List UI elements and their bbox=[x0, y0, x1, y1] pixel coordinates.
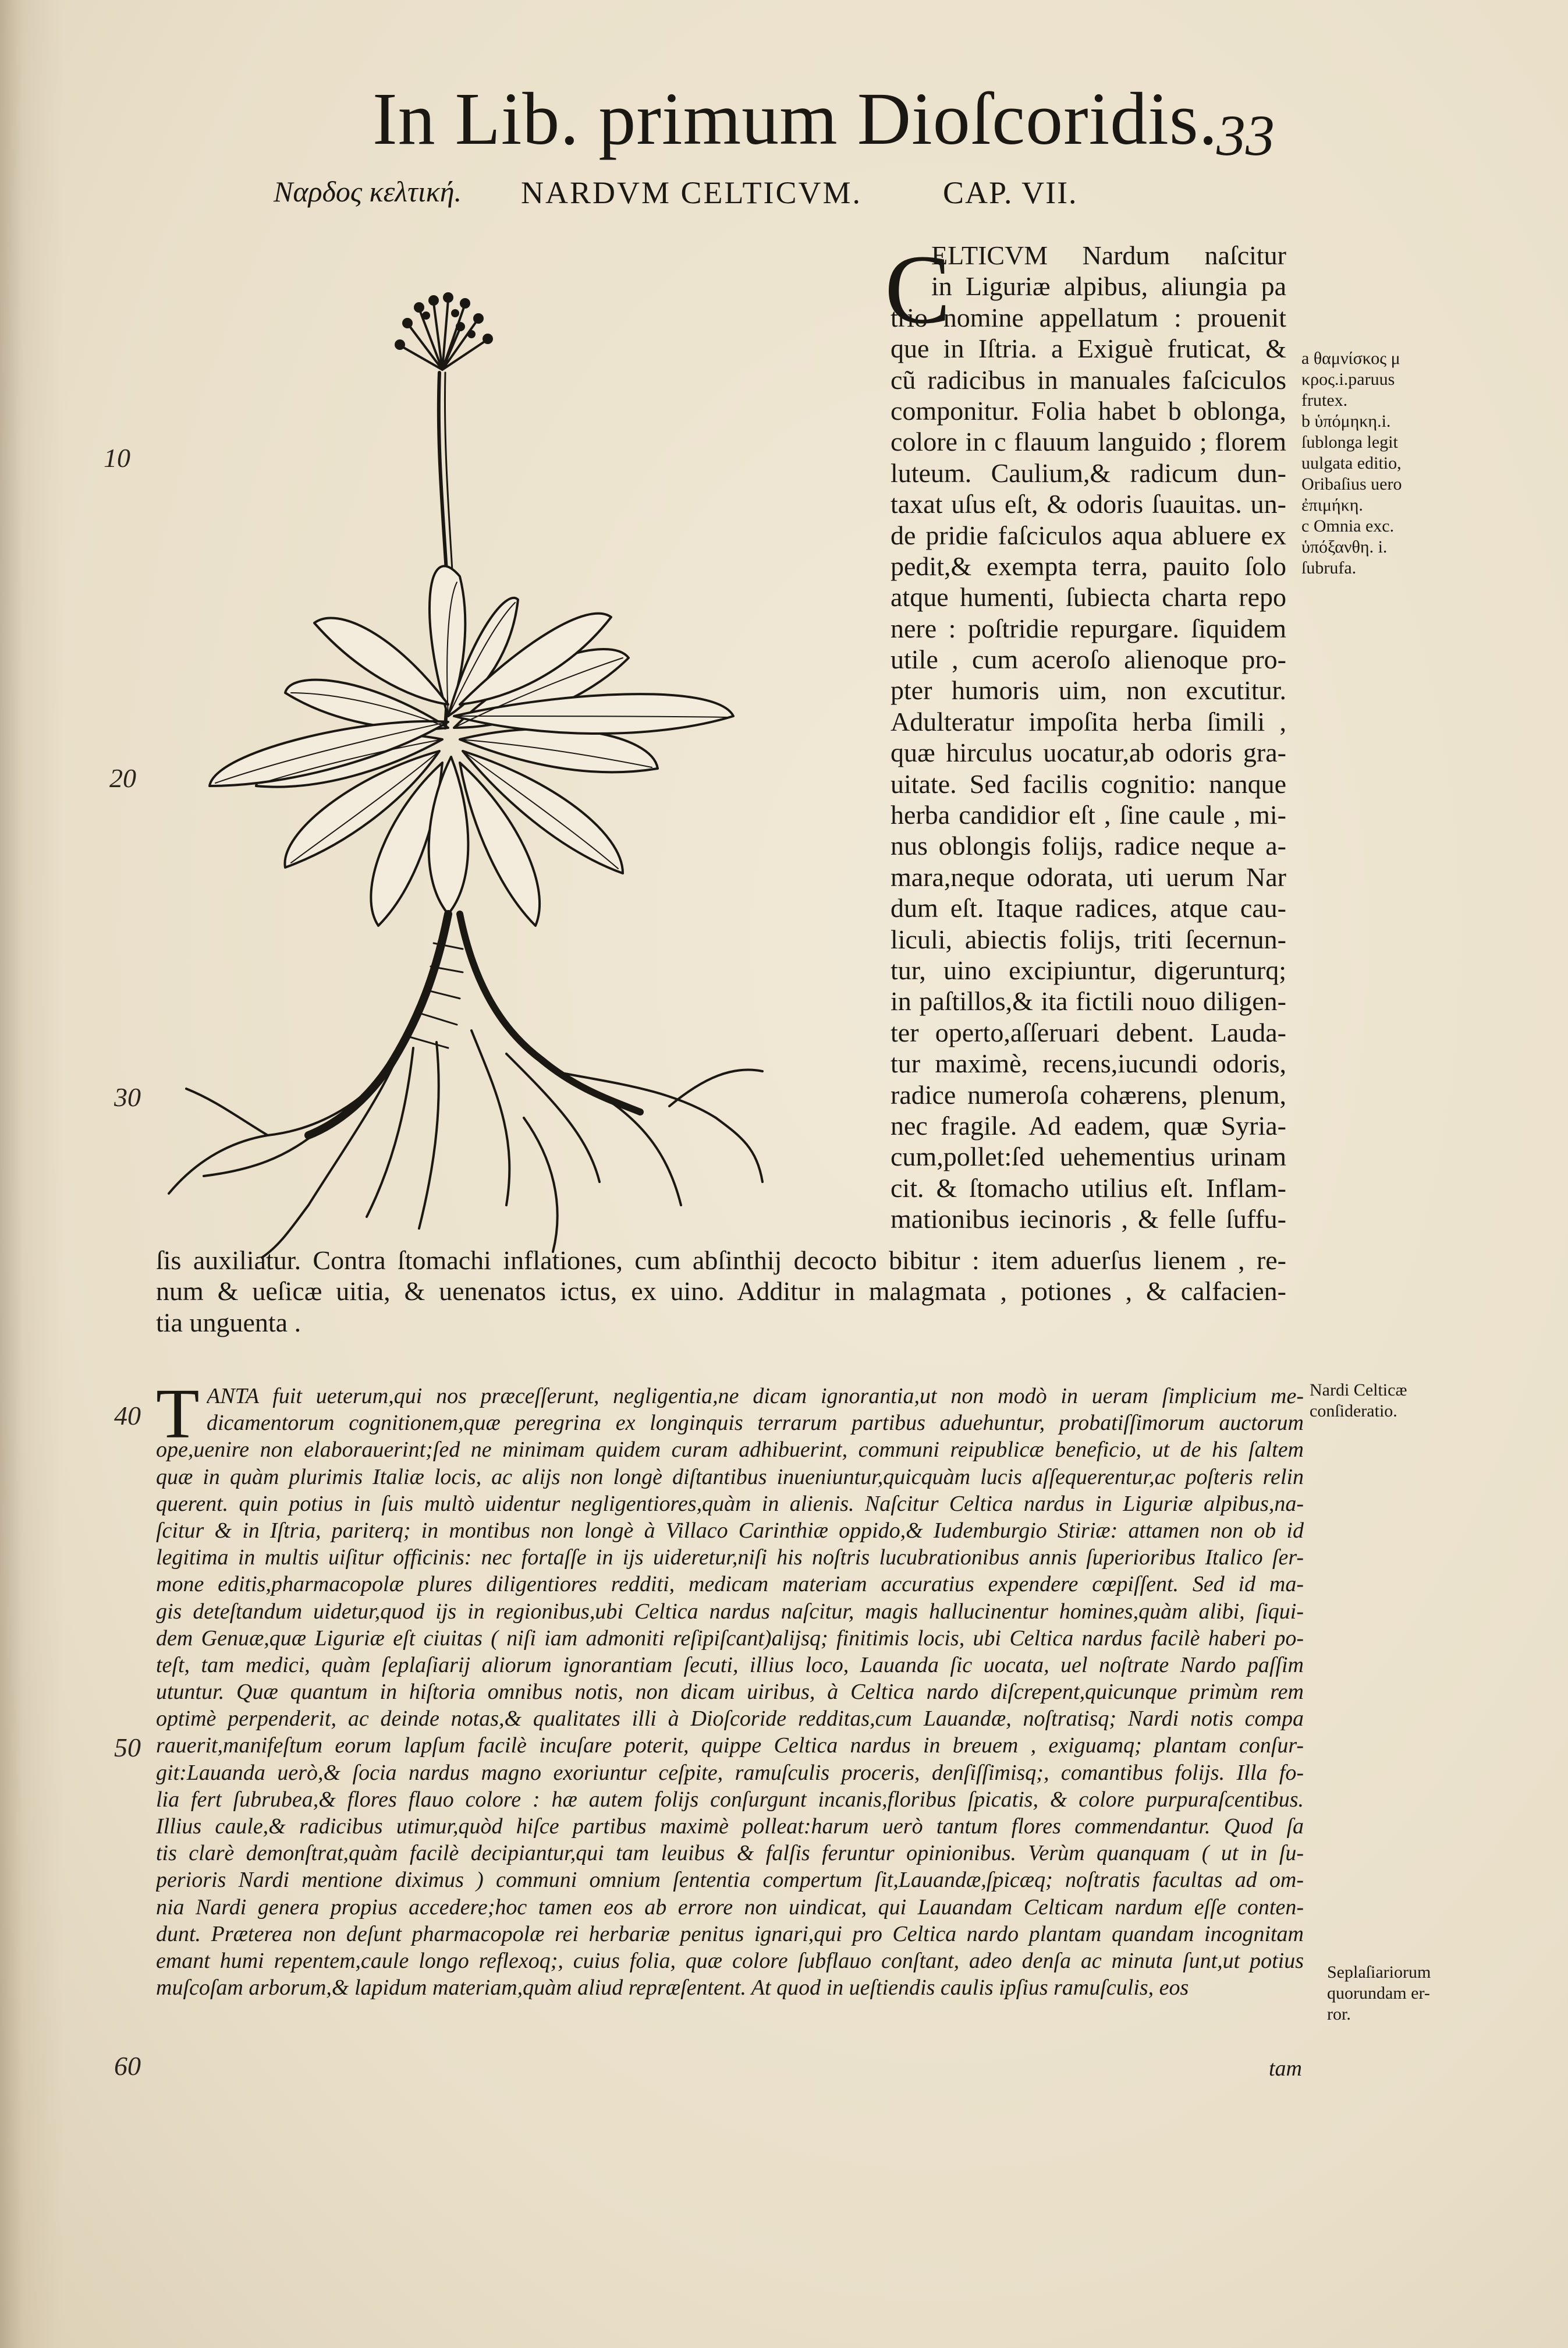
text-line: ſis auxiliatur. Contra ſtomachi inflationes, cum abſinthij decocto bibitur : item aduerſus lienem , re- bbox=[156, 1245, 1286, 1275]
commentary-line: quæ in quàm plurimis Italiæ locis, ac alijs non longè diſtantibus inueniuntur,quicquàm lucis aſſequerentur,ac poſteris relin bbox=[156, 1464, 1304, 1489]
commentary-drop-cap: T bbox=[156, 1375, 200, 1453]
text-line: dum eſt. Itaque radices, atque cau- bbox=[891, 893, 1286, 923]
text-line: componitur. Folia habet b oblonga, bbox=[891, 395, 1286, 426]
margin-note-line: ὑπόξανθη. i. bbox=[1301, 537, 1388, 557]
greek-chapter-title: Ναρδος κελτική. bbox=[274, 175, 462, 208]
marginal-note-seplasiariorum bbox=[1327, 1962, 1431, 2025]
margin-note-line: c Omnia exc. bbox=[1301, 516, 1395, 536]
commentary-line: ANTA fuit ueterum,qui nos præceſſerunt, negligentia,ne dicam ignorantia,ut non modò in ueram ſimplicium me- bbox=[207, 1384, 1304, 1408]
margin-note-line: ἐπιμήκη. bbox=[1301, 495, 1363, 515]
page-number: 33 bbox=[1216, 103, 1275, 168]
text-line: uitate. Sed facilis cognitio: nanque bbox=[891, 768, 1286, 799]
line-number: 40 bbox=[114, 1401, 141, 1430]
commentary-line: dunt. Præterea non deſunt pharmacopolæ rei herbariæ penitus ignari,qui pro Celtica nardo plantam quandam incognitam bbox=[156, 1921, 1304, 1946]
catchword: tam bbox=[1269, 2056, 1302, 2081]
text-line: Adulteratur impoſita herba ſimili , bbox=[891, 706, 1286, 736]
commentary-line: Illius caule,& radicibus utimur,quòd hiſce partibus maximè polleat:harum uerò tantum flores commendantur. Quod ſa bbox=[156, 1814, 1304, 1839]
text-line: taxat uſus eſt, & odoris ſuauitas. un- bbox=[891, 489, 1286, 519]
text-line: cum,pollet:ſed uehementius urinam bbox=[891, 1142, 1286, 1172]
commentary-line: mone editis,pharmacopolæ plures diligentiores redditi, medicam materiam accuratius expendere cœpiſſent. Sed id ma- bbox=[156, 1572, 1304, 1597]
text-line: nus oblongis folijs, radice neque a- bbox=[891, 831, 1286, 861]
commentary-line: legitima in multis uiſitur officinis: nec fortaſſe in ijs uideretur,niſi his noſtris lucubrationibus annis ſuperioribus Italico ſer- bbox=[156, 1545, 1304, 1570]
margin-note-line: κρος.i.paruus bbox=[1301, 370, 1395, 389]
commentary-line: dem Genuæ,quæ Liguriæ eſt ciuitas ( niſi iam admoniti reſipiſcant)alijsq; finitimis locis, ubi Celtica nardus facilè haberi po- bbox=[156, 1625, 1304, 1651]
marginal-notes-upper bbox=[1301, 348, 1402, 579]
commentary-line: git:Lauanda uerò,& ſocia nardus magno exoriuntur ceſpite, ramuſculis proceris, denſiſſimisq;, comantibus folijs. Illa fo- bbox=[156, 1760, 1304, 1785]
commentary-line: gis deteſtandum uidetur,quod ijs in regionibus,ubi Celtica nardus naſcitur, magis hallucinentur homines,quàm alibi, ſiqui- bbox=[156, 1599, 1304, 1624]
text-line: num & ueſicæ uitia, & uenenatos ictus, ex uino. Additur in malagmata , potiones , & calfacien- bbox=[156, 1276, 1286, 1306]
commentary-line: tis clarè demonſtrat,quàm facilè decipiantur,qui tam leuibus & falſis feruntur opinionibus. Verùm quanquam ( ut in ſu- bbox=[156, 1841, 1304, 1866]
text-line: tur, uino excipiuntur, digerunturq; bbox=[891, 955, 1286, 985]
main-text-full-width bbox=[156, 1245, 1286, 1338]
text-line: nere : poſtridie repurgare. ſiquidem bbox=[891, 613, 1286, 643]
text-line: atque humenti, ſubiecta charta repo bbox=[891, 582, 1286, 612]
text-line: pedit,& exempta terra, pauito ſolo bbox=[891, 551, 1286, 581]
text-line: luteum. Caulium,& radicum dun- bbox=[891, 458, 1286, 488]
text-line: tia unguenta . bbox=[156, 1307, 301, 1337]
text-line: nec fragile. Ad eadem, quæ Syria- bbox=[891, 1110, 1286, 1141]
commentary-line: optimè perpenderit, ac deinde notas,& qualitates illi à Dioſcoride redditas,cum Lauandæ, noſtratisq; Nardi notis compa bbox=[156, 1706, 1304, 1731]
text-line: utile , cum aceroſo alienoque pro- bbox=[891, 644, 1286, 675]
margin-note-line: frutex. bbox=[1301, 391, 1348, 410]
margin-note-line: uulgata editio, bbox=[1301, 454, 1402, 473]
commentary-line: utuntur. Quæ quantum in hiſtoria omnibus notis, non dicam uiribus, à Celtica nardo diſcrepent,quicunque primùm rem bbox=[156, 1680, 1304, 1705]
text-line: radice numeroſa cohærens, plenum, bbox=[891, 1079, 1286, 1110]
margin-note-line: Oribaſius uero bbox=[1301, 474, 1402, 494]
text-line: ELTICVM Nardum naſcitur bbox=[931, 240, 1286, 270]
main-text-column-lower bbox=[891, 302, 1286, 1235]
margin-note-line: b ὑπόμηκη.i. bbox=[1301, 412, 1391, 431]
running-title: In Lib. primum Dioſcoridis. bbox=[373, 77, 1218, 160]
margin-note-line: Nardi Celticæ bbox=[1310, 1380, 1407, 1400]
commentary-line: lia fert ſubrubea,& flores flauo colore : hæ autem folijs conſurgunt incanis,floribus ſpicatis, & colore purpuraſcentibus. bbox=[156, 1787, 1304, 1812]
line-number: 20 bbox=[109, 763, 136, 793]
margin-note-line: ſubrufa. bbox=[1301, 558, 1357, 578]
text-line: de pridie faſciculos aqua abluere ex bbox=[891, 520, 1286, 550]
commentary-line: nia Nardi genera propius accedere;hoc tamen eos ab errore non uindicat, qui Lauandam Celticam nardum eſſe conten- bbox=[156, 1894, 1304, 1920]
main-text-column bbox=[931, 240, 1286, 302]
commentary-line: teſt, tam medici, quàm ſeplaſiarij aliorum ignorantiam ſecuti, illius loco, Lauanda ſic uocata, uel noſtrate Nardo paſſim bbox=[156, 1652, 1304, 1677]
chapter-title: NARDVM CELTICVM. bbox=[521, 175, 863, 210]
text-line: in Liguriæ alpibus, aliungia pa bbox=[931, 271, 1286, 302]
line-number: 30 bbox=[114, 1082, 141, 1112]
commentary-line: emant humi repentem,caule longo reflexoq;, cuius folia, quæ colore ſubflauo conſtant, adeo denſa ac minuta ſunt,ut potius bbox=[156, 1948, 1304, 1973]
line-number: 50 bbox=[114, 1733, 141, 1762]
commentary-line: ope,uenire non elaborauerint;ſed ne minimam quidem curam adhibuerint, communi reipublicæ beneficio, ut de his ſaltem bbox=[156, 1437, 1304, 1462]
margin-note-line: conſideratio. bbox=[1310, 1401, 1397, 1421]
text-line: herba candidior eſt , ſine caule , mi- bbox=[891, 800, 1286, 830]
margin-note-line: Seplaſiariorum bbox=[1327, 1963, 1431, 1982]
commentary-line: ſcitur & in Iſtria, pariterq; in montibus non longè à Villaco Carinthiæ oppido,& Iudemburgio Stiriæ: attamen non ob id bbox=[156, 1518, 1304, 1543]
commentary-line: rauerit,manifeſtum eorum lapſum facilè incuſare poterit, quippe Celtica nardus in breuem , exiguamq; plantam conſur- bbox=[156, 1733, 1304, 1758]
text-line: ter operto,aſſeruari debent. Lauda- bbox=[891, 1017, 1286, 1047]
line-number: 10 bbox=[104, 443, 130, 473]
margin-note-line: ſublonga legit bbox=[1301, 433, 1398, 452]
commentary-block-top bbox=[207, 1383, 1304, 1436]
commentary-block bbox=[156, 1436, 1304, 2001]
text-line: cit. & ſtomacho utilius eſt. Inflam- bbox=[891, 1173, 1286, 1203]
text-line: colore in c flauum languido ; florem bbox=[891, 427, 1286, 457]
chapter-number: CAP. VII. bbox=[943, 175, 1078, 210]
drop-cap: C bbox=[885, 235, 951, 344]
text-line: quæ hirculus uocatur,ab odoris gra- bbox=[891, 738, 1286, 768]
text-line: pter humoris uim, non excutitur. bbox=[891, 675, 1286, 706]
margin-note-line: ror. bbox=[1327, 2005, 1351, 2024]
text-line: mara,neque odorata, uti uerum Nar bbox=[891, 862, 1286, 892]
plant-woodcut-illustration bbox=[146, 274, 826, 1263]
text-line: tur maximè, recens,iucundi odoris, bbox=[891, 1049, 1286, 1079]
text-line: liculi, abiectis folijs, triti ſecernun- bbox=[891, 924, 1286, 954]
line-number: 60 bbox=[114, 2051, 141, 2081]
text-line: in paſtillos,& ita fictili nouo diligen- bbox=[891, 986, 1286, 1017]
commentary-line: perioris Nardi mentione diximus ) communi omnium ſententia compertum ſit,Lauandæ,ſpicæq; noſtratis facultas ad om- bbox=[156, 1868, 1304, 1893]
marginal-note-nardi-celticae bbox=[1310, 1380, 1407, 1422]
text-line: cũ radicibus in manuales faſciculos bbox=[891, 364, 1286, 395]
margin-note-line: quorundam er- bbox=[1327, 1984, 1430, 2003]
commentary-line: muſcoſam arborum,& lapidum materiam,quàm aliud repræſentent. At quod in ueſtiendis caulis ipſius ramuſculis, eos bbox=[156, 1975, 1189, 2000]
margin-note-line: a θαμνίσκος μ bbox=[1301, 349, 1400, 368]
text-line: mationibus iecinoris , & felle ſuffu- bbox=[891, 1204, 1286, 1234]
text-line: trio nomine appellatum : prouenit bbox=[891, 302, 1286, 332]
commentary-line: dicamentorum cognitionem,quæ peregrina ex longinquis terrarum partibus aduehuntur, probatiſſimorum auctorum bbox=[207, 1411, 1304, 1436]
text-line: que in Iſtria. a Exiguè fruticat, & bbox=[891, 334, 1286, 364]
commentary-line: querent. quin potius in ſuis multò uidentur negligentiores,quàm in alienis. Naſcitur Celtica nardus in Liguriæ alpibus,na- bbox=[156, 1491, 1304, 1516]
